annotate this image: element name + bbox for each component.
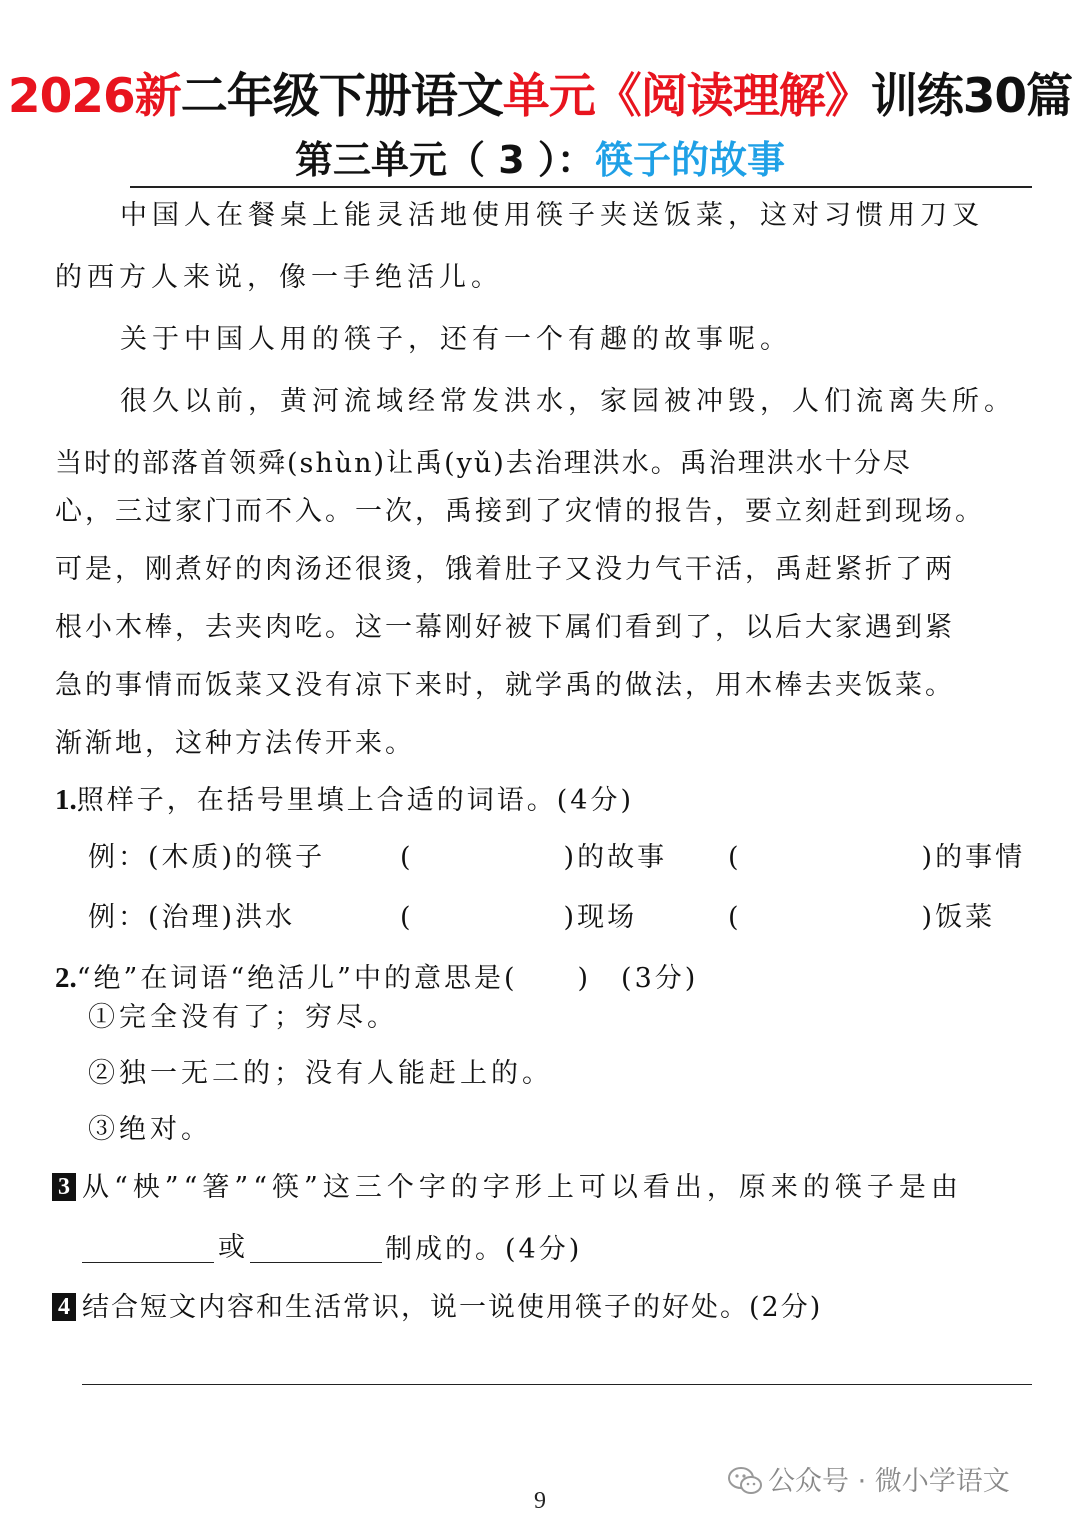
passage-line: 心，三过家门而不入。一次，禹接到了灾情的报告，要立刻赶到现场。 [55,496,985,527]
q1-blank-2[interactable]: ( )的事情 [728,842,1026,873]
q4-answer-line[interactable] [82,1384,1032,1385]
passage-line: 中国人在餐桌上能灵活地使用筷子夹送饭菜，这对习惯用刀叉 [120,200,984,231]
question-2 [55,958,698,999]
title-year: 2026 [7,69,135,124]
q1-blank-1[interactable]: ( )的故事 [400,842,668,873]
page-number: 9 [534,1488,546,1514]
page-title [0,62,1080,132]
question-2-number: 2. [55,962,77,994]
question-4 [52,1288,822,1328]
passage-line: 根小木棒，去夹肉吃。这一幕刚好被下属们看到了，以后大家遇到紧 [55,612,955,643]
title-training: 训练30篇 [870,69,1073,124]
question-4-text: 结合短文内容和生活常识，说一说使用筷子的好处。(2分) [82,1292,823,1323]
q3-or: 或 [218,1232,248,1263]
question-2-text: “绝”在词语“绝活儿”中的意思是( ) (3分) [76,963,699,994]
q1-example-1: 例：(木质)的筷子 [88,842,326,873]
q1-example-2: 例：(治理)洪水 [88,902,296,933]
header-divider [130,186,1032,188]
q3-tail: 制成的。(4分) [385,1234,583,1265]
passage-line: 可是，刚煮好的肉汤还很烫，饿着肚子又没力气干活，禹赶紧折了两 [55,554,955,585]
passage-line: 渐渐地，这种方法传开来。 [55,728,415,759]
q2-option-2[interactable]: ②独一无二的；没有人能赶上的。 [88,1058,553,1089]
question-3-number: 3 [52,1173,76,1201]
question-3-text: 从“柍”“箸”“筷”这三个字的字形上可以看出，原来的筷子是由 [82,1172,963,1203]
question-3 [52,1168,963,1208]
title-unit-reading: 单元《阅读理解》 [502,69,871,124]
watermark-text: 公众号 · 微小学语文 [768,1466,1010,1497]
q3-answer-blank-1[interactable] [82,1262,214,1263]
q3-answer-blank-2[interactable] [250,1262,382,1263]
question-4-number: 4 [52,1293,76,1321]
q2-option-1[interactable]: ①完全没有了；穷尽。 [88,1002,398,1033]
question-1-text: 照样子，在括号里填上合适的词语。(4分) [76,785,634,816]
passage-line: 当时的部落首领舜(shùn)让禹(yǔ)去治理洪水。禹治理洪水十分尽 [55,448,912,479]
q1-blank-4[interactable]: ( )饭菜 [728,902,996,933]
story-title: 筷子的故事 [594,138,785,182]
passage-line: 很久以前，黄河流域经常发洪水，家园被冲毁，人们流离失所。 [120,386,1016,417]
q2-option-3[interactable]: ③绝对。 [88,1114,212,1145]
question-1 [55,780,634,821]
title-grade: 二年级下册语文 [180,69,503,124]
q1-blank-3[interactable]: ( )现场 [400,902,638,933]
subtitle-prefix: 第三单元（ 3 ）： [295,138,595,182]
title-new: 新 [134,69,181,124]
passage-line: 急的事情而饭菜又没有凉下来时，就学禹的做法，用木棒去夹饭菜。 [55,670,955,701]
passage-line: 关于中国人用的筷子，还有一个有趣的故事呢。 [120,324,792,355]
question-1-number: 1. [55,784,77,816]
passage-line: 的西方人来说，像一手绝活儿。 [55,262,503,293]
unit-subtitle [0,132,1080,188]
